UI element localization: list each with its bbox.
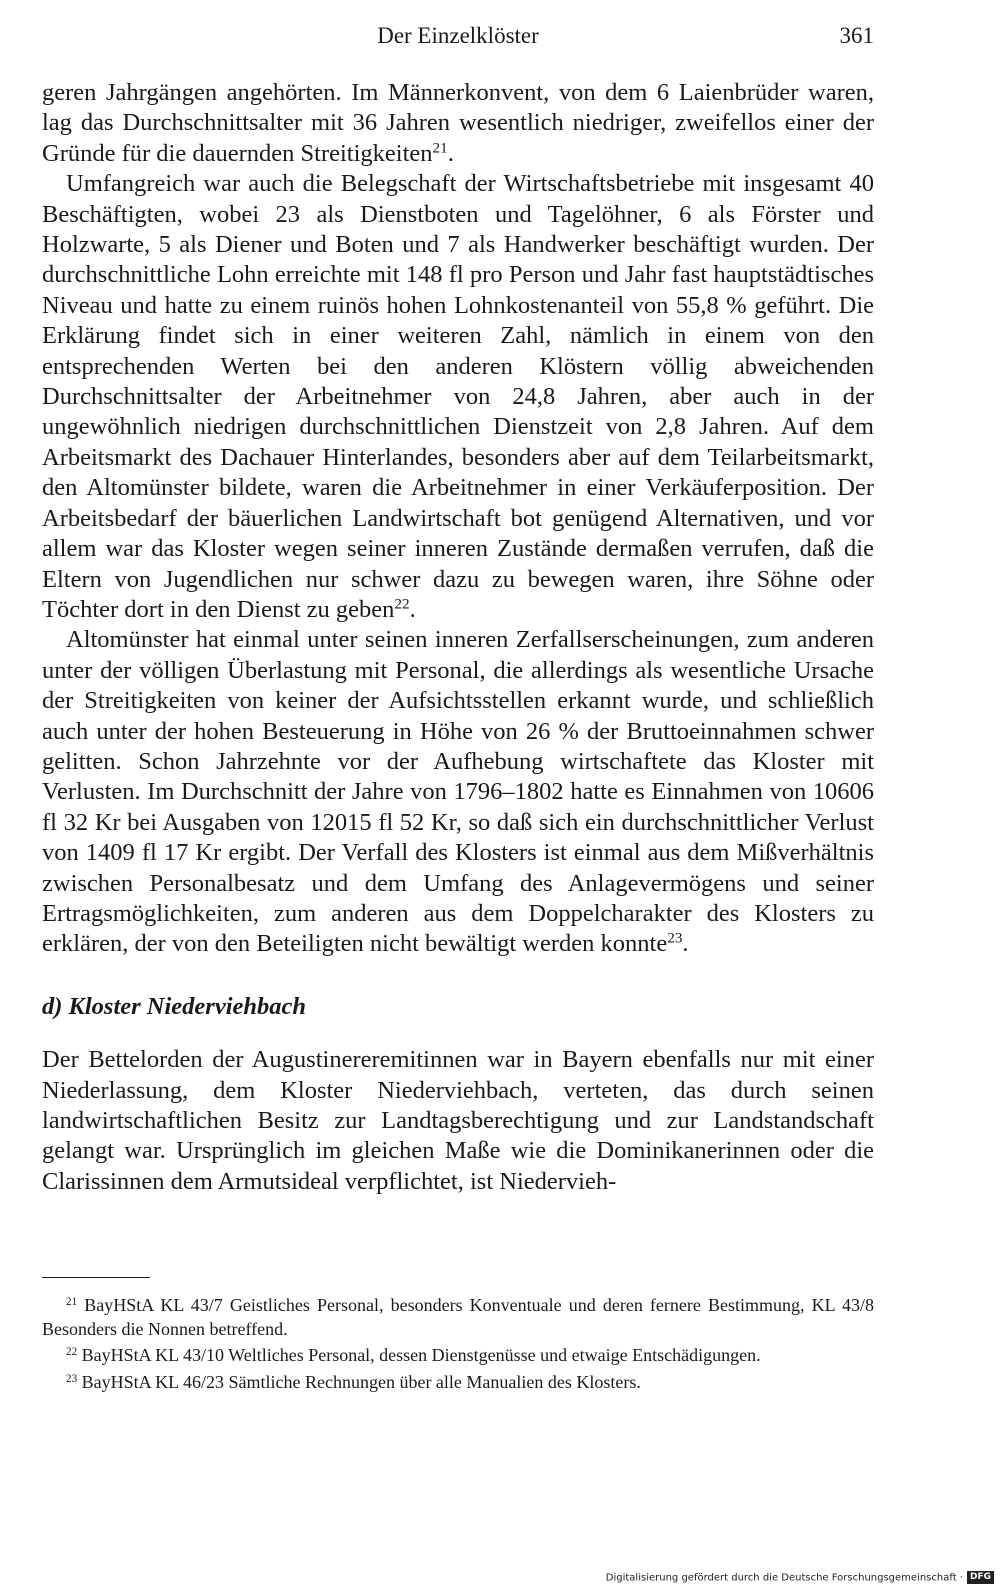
paragraph-2-tail: .	[409, 595, 416, 623]
footnote-22	[42, 1344, 874, 1368]
paragraph-4	[42, 1045, 874, 1197]
digitization-credit	[606, 1571, 994, 1586]
footnotes	[42, 1294, 874, 1397]
footnote-ref-21[interactable]: 21	[432, 139, 448, 157]
body-text	[42, 78, 874, 1197]
paragraph-1-tail: .	[447, 139, 454, 167]
footnote-text: BayHStA KL 43/10 Weltliches Personal, dessen Dienstgenüsse und etwaige Entschädigungen.	[81, 1345, 761, 1365]
paragraph-3-tail: .	[682, 930, 689, 958]
paragraph-1-text: geren Jahrgängen angehörten. Im Männerkonvent, von dem 6 Laienbrüder waren, lag das Durchschnittsalter mit 36 Jahren wesentlich niedriger, zweifellos einer der Gründe für die dauernden Streitigkeiten	[42, 79, 874, 167]
running-title: Der Einzelklöster	[377, 23, 539, 48]
digitization-credit-text: Digitalisierung gefördert durch die Deutsche Forschungsgemeinschaft ·	[605, 1572, 963, 1583]
paragraph-2	[42, 169, 874, 625]
footnote-21	[42, 1294, 874, 1341]
footnote-number: 22	[66, 1345, 78, 1358]
paragraph-4-text: Der Bettelorden der Augustinereremitinnen war in Bayern ebenfalls nur mit einer Niederlassung, dem Kloster Niederviehbach, verteten, das durch seinen landwirtschaftlichen Besitz zur Landtagsberechtigung und zur Landstandschaft gelangt war. Ursprünglich im gleichen Maße wie die Dominikanerinnen oder die Clarissinnen dem Armutsideal verpflichtet, ist Niedervieh-	[42, 1046, 874, 1195]
paragraph-3-text: Altomünster hat einmal unter seinen inneren Zerfallserscheinungen, zum anderen unter der völligen Überlastung mit Personal, die allerdings als wesentliche Ursache der Streitigkeiten von keiner der Aufsichtsstellen erkannt wurde, und schließlich auch unter der hohen Besteuerung in Höhe von 26 % der Bruttoeinnahmen schwer gelitten. Schon Jahrzehnte vor der Aufhebung wirtschaftete das Kloster mit Verlusten. Im Durchschnitt der Jahre von 1796–1802 hatte es Einnahmen von 10606 fl 32 Kr bei Ausgaben von 12015 fl 52 Kr, so daß sich ein durchschnittlicher Verlust von 1409 fl 17 Kr ergibt. Der Verfall des Klosters ist einmal aus dem Mißverhältnis zwischen Personalbesatz und dem Umfang des Anlagevermögens und seiner Ertragsmöglichkeiten, zum anderen aus dem Doppelcharakter des Klosters zu erklären, der von den Beteiligten nicht bewältigt werden konnte	[42, 626, 874, 958]
paragraph-3	[42, 625, 874, 959]
footnote-23	[42, 1371, 874, 1395]
paragraph-1	[42, 78, 874, 169]
page-number: 361	[839, 23, 874, 48]
footnote-divider	[42, 1277, 150, 1278]
footnote-ref-23[interactable]: 23	[667, 930, 683, 948]
section-heading: d) Kloster Niederviehbach	[42, 992, 307, 1020]
dfg-logo: DFG	[967, 1571, 994, 1584]
footnote-text: BayHStA KL 46/23 Sämtliche Rechnungen über alle Manualien des Klosters.	[81, 1371, 641, 1392]
paragraph-2-text: Umfangreich war auch die Belegschaft der Wirtschaftsbetriebe mit insgesamt 40 Beschäftigten, wobei 23 als Dienstboten und Tagelöhner, 6 als Förster und Holzwarte, 5 als Diener und Boten und 7 als Handwerker beschäftigt wurden. Der durchschnittliche Lohn erreichte mit 148 fl pro Person und Jahr fast hauptstädtisches Niveau und hatte zu einem ruinös hohen Lohnkostenanteil von 55,8 % geführt. Die Erklärung findet sich in einer weiteren Zahl, nämlich in einem von den entsprechenden Werten bei den anderen Klöstern völlig abweichenden Durchschnittsalter der Arbeitnehmer von 24,8 Jahren, aber auch in der ungewöhnlich niedrigen durchschnittlichen Dienstzeit von 2,8 Jahren. Auf dem Arbeitsmarkt des Dachauer Hinterlandes, besonders aber auf dem Teilarbeitsmarkt, den Altomünster bildete, waren die Arbeitnehmer in einer Verkäuferposition. Der Arbeitsbedarf der bäuerlichen Landwirtschaft bot genügend Alternativen, und vor allem war das Kloster wegen seiner inneren Zustände dermaßen verrufen, daß die Eltern von Jugendlichen nur schwer dazu zu bewegen waren, ihre Söhne oder Töchter dort in den Dienst zu geben	[42, 170, 874, 623]
footnote-text: BayHStA KL 43/7 Geistliches Personal, besonders Konventuale und deren fernere Bestimmung, KL 43/8 Besonders die Nonnen betreffend.	[42, 1295, 875, 1339]
running-header	[42, 19, 874, 53]
footnote-number: 21	[66, 1295, 78, 1308]
footnote-ref-22[interactable]: 22	[394, 595, 410, 613]
footnote-number: 23	[66, 1372, 78, 1385]
